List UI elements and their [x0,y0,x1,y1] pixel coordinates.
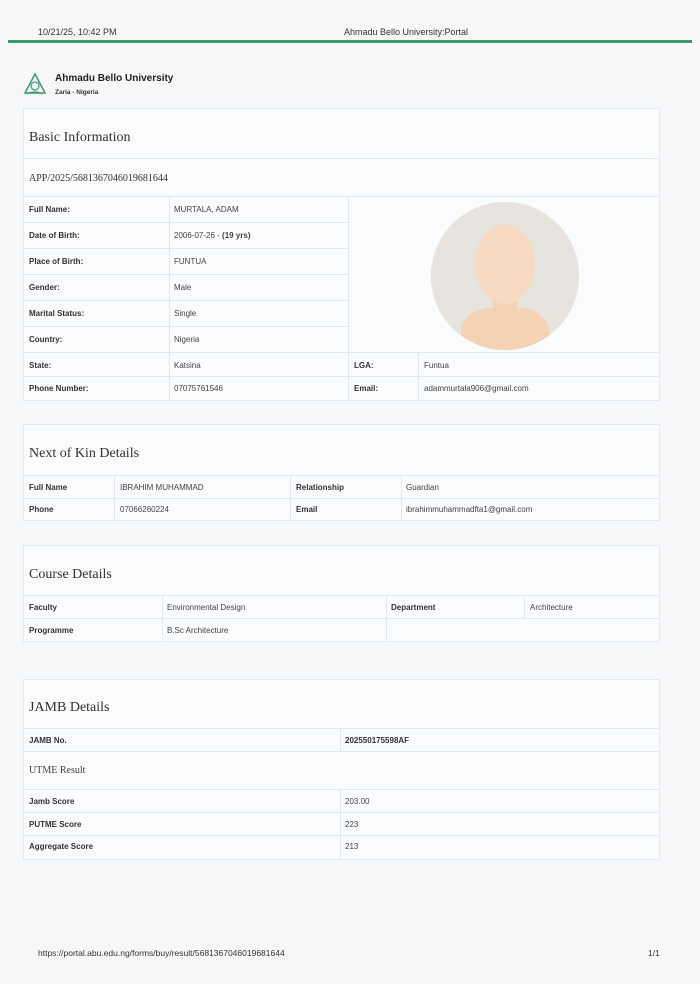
section-title: Next of Kin Details [29,446,140,461]
kin-name-value: IBRAHIM MUHAMMAD [120,483,204,492]
print-datetime: 10/21/25, 10:42 PM [38,27,117,37]
gender-value: Male [174,283,192,292]
kin-relationship-value: Guardian [406,483,439,492]
kin-name-label: Full Name [29,483,68,492]
department-label: Department [391,603,436,612]
state-label: State: [29,361,52,370]
marital-status-label: Marital Status: [29,309,85,318]
phone-value: 07075761546 [174,384,223,393]
putme-score-value: 223 [345,820,359,829]
basic-information-card [23,108,660,401]
state-value: Katsina [174,361,201,370]
utme-result-heading: UTME Result [29,765,86,776]
dob-label: Date of Birth: [29,231,80,240]
kin-relationship-label: Relationship [296,483,345,492]
aggregate-score-value: 213 [345,842,359,851]
kin-email-value: ibrahimmuhammadfta1@gmail.com [406,505,533,514]
gender-label: Gender: [29,283,60,292]
full-name-label: Full Name: [29,205,70,214]
jamb-details-card [23,679,660,860]
print-page-number: 1/1 [648,948,660,958]
full-name-value: MURTALA, ADAM [174,205,239,214]
pob-value: FUNTUA [174,257,207,266]
university-logo-icon [23,72,47,96]
pob-label: Place of Birth: [29,257,84,266]
jamb-score-label: Jamb Score [29,797,75,806]
print-url: https://portal.abu.edu.ng/forms/buy/result/5681367046019681644 [38,948,285,958]
jamb-score-value: 203.00 [345,797,370,806]
faculty-label: Faculty [29,603,58,612]
profile-avatar-icon [431,202,579,350]
next-of-kin-card [23,424,660,521]
email-label: Email: [354,384,379,393]
application-id: APP/2025/5681367046019681644 [29,173,168,184]
university-name: Ahmadu Bello University [55,73,174,84]
kin-email-label: Email [296,505,318,514]
section-title: Basic Information [29,130,131,145]
jamb-no-label: JAMB No. [29,736,67,745]
email-value: adammurtala906@gmail.com [424,384,529,393]
programme-value: B.Sc Architecture [167,626,229,635]
putme-score-label: PUTME Score [29,820,82,829]
lga-value: Funtua [424,361,449,370]
marital-status-value: Single [174,309,197,318]
phone-label: Phone Number: [29,384,89,393]
lga-label: LGA: [354,361,374,370]
section-title: JAMB Details [29,700,110,715]
header-accent-bar [8,40,692,43]
department-value: Architecture [530,603,573,612]
kin-phone-label: Phone [29,505,54,514]
jamb-no-value: 202550175598AF [345,736,410,745]
programme-label: Programme [29,626,74,635]
country-label: Country: [29,335,63,344]
dob-value: 2006-07-26 - (19 yrs) [174,231,251,240]
section-title: Course Details [29,567,112,582]
aggregate-score-label: Aggregate Score [29,842,94,851]
print-page-title: Ahmadu Bello University:Portal [344,27,469,37]
university-location: Zaria - Nigeria [55,89,99,96]
kin-phone-value: 07066260224 [120,505,169,514]
country-value: Nigeria [174,335,200,344]
age-value: (19 yrs) [222,231,251,240]
faculty-value: Environmental Design [167,603,246,612]
course-details-card [23,545,660,642]
